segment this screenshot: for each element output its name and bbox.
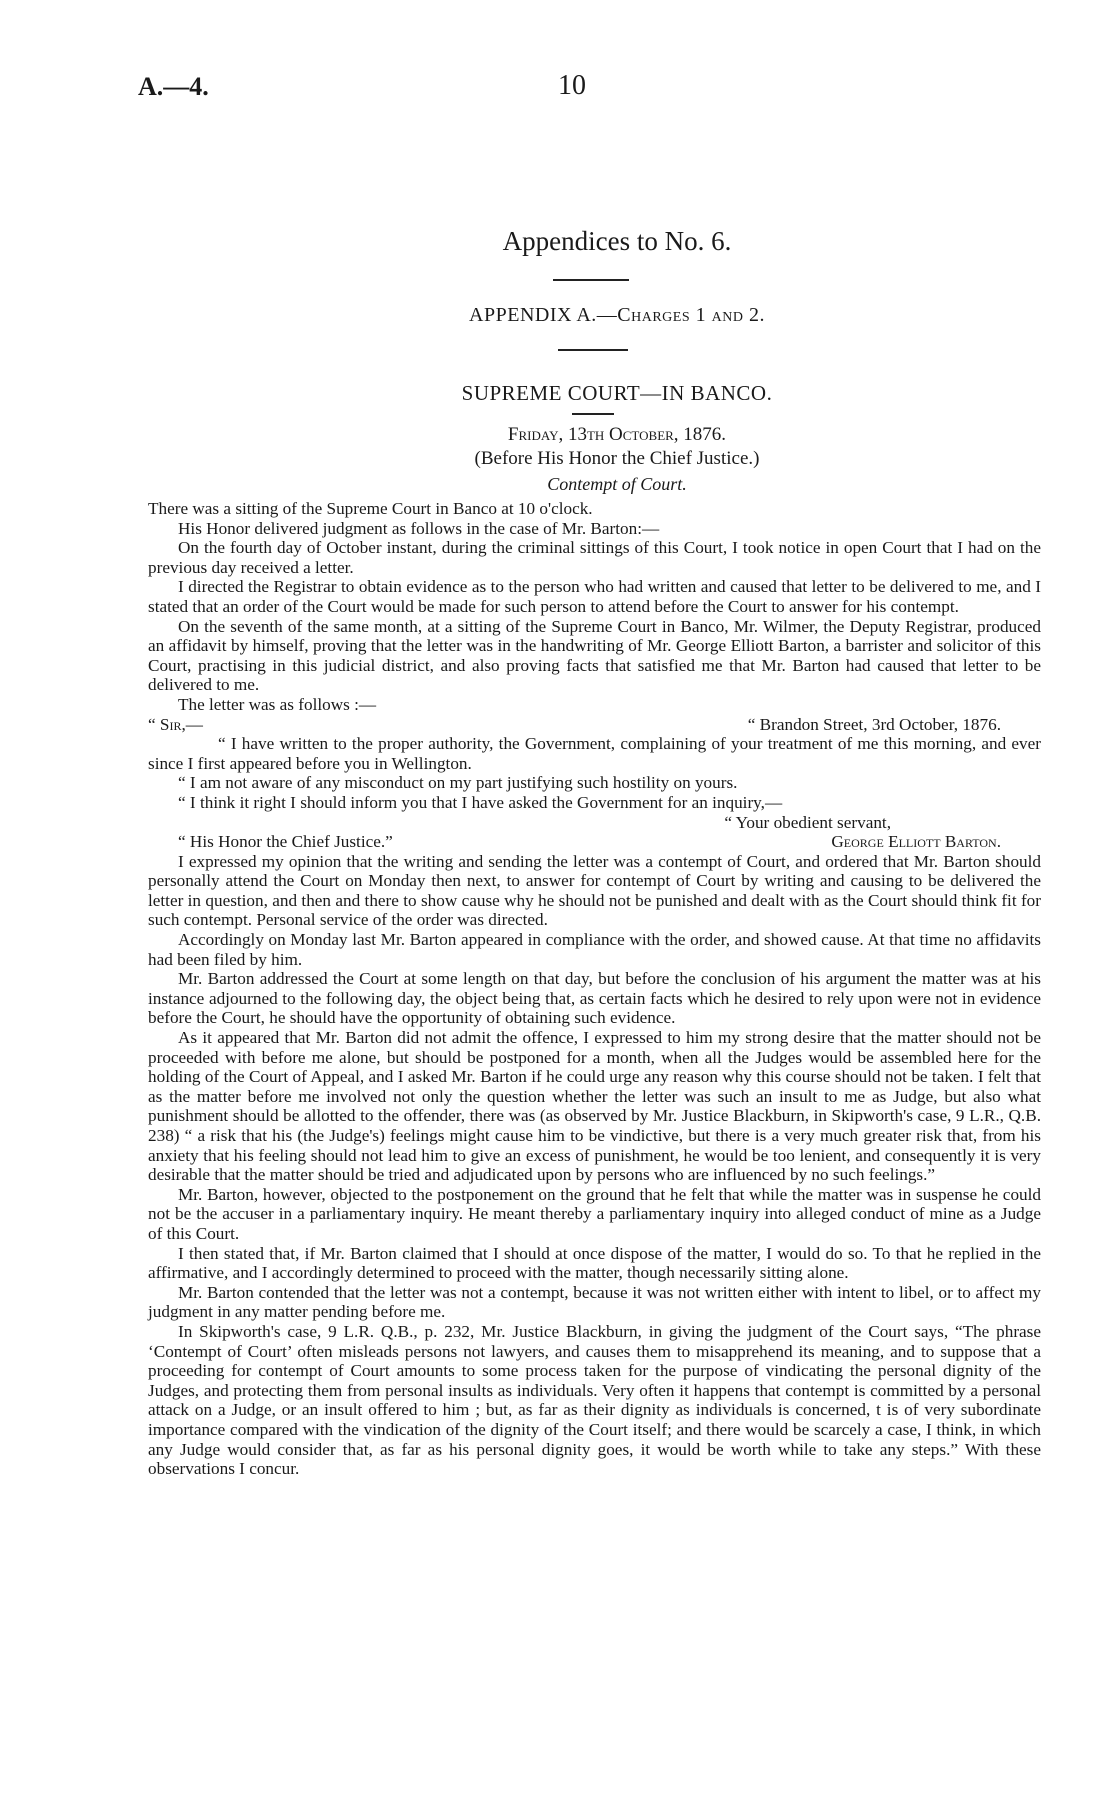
letter-salutation: “ Sir,—	[148, 714, 203, 734]
paragraph: I directed the Registrar to obtain evidence as to the person who had written and caused that letter to be delivered to me, and I stated that an order of the Court would be made for such person to attend before the Court to answer for his contempt.	[148, 577, 1041, 616]
sitting-date: Friday, 13th October, 1876.	[507, 424, 727, 445]
paragraph: In Skipworth's case, 9 L.R. Q.B., p. 232, Mr. Justice Blackburn, in giving the judgment of the Court says, “The phrase ‘Contempt of Court’ often misleads persons not lawyers, and causes them to misapprehend its meaning, and to suppose that a proceeding for contempt of Court amounts to some process taken for the purpose of vindicating the personal dignity of the Judges, and protecting them from personal insults as individuals. Very often it happens that contempt is committed by a personal attack on a Judge, or an insult offered to him ; but, as far as their dignity as individuals is concerned, t is of very subordinate importance compared with the vindication of the dignity of the Court itself; and there would be scarcely a case, I think, in which any Judge would consider that, as far as his personal dignity goes, it would be worth while to take any steps.” With these observations I concur.	[148, 1321, 1041, 1479]
paragraph: There was a sitting of the Supreme Court in Banco at 10 o'clock.	[148, 499, 593, 518]
letter-close: “ Your obedient servant,	[724, 812, 891, 832]
paragraph: I then stated that, if Mr. Barton claimed that I should at once dispose of the matter, I would do so. To that he replied in the affirmative, and I accordingly determined to proceed with the matter, though necessarily sitting alone.	[148, 1243, 1041, 1283]
divider-rule	[553, 279, 629, 281]
divider-rule	[558, 349, 628, 351]
paragraph: On the fourth day of October instant, during the criminal sittings of this Court, I took notice in open Court that I had on the previous day received a letter.	[148, 538, 1041, 577]
paragraph: Accordingly on Monday last Mr. Barton appeared in compliance with the order, and showed cause. At that time no affidavits had been filed by him.	[148, 930, 1041, 969]
paragraph: On the seventh of the same month, at a sitting of the Supreme Court in Banco, Mr. Wilmer, the Deputy Registrar, produced an affidavit by himself, proving that the letter was in the handwriting of Mr. George Elliott Barton, a barrister and solicitor of this Court, practising in this judicial district, and also proving facts that satisfied me that Mr. Barton had caused that letter to be delivered to me.	[148, 616, 1041, 695]
letter-signature: George Elliott Barton.	[831, 832, 1001, 852]
court-heading: SUPREME COURT—IN BANCO.	[461, 381, 773, 405]
paragraph: Mr. Barton addressed the Court at some length on that day, but before the conclusion of his argument the matter was at his instance adjourned to the following day, the object being that, as certain facts which he desired to rely upon were not in evidence before the Court, he should have the opportunity of obtaining such evidence.	[148, 969, 1041, 1028]
paragraph: I expressed my opinion that the writing and sending the letter was a contempt of Court, and ordered that Mr. Barton should personally attend the Court on Monday then next, to answer for contempt of Court by writing and causing to be delivered the letter in question, and then and there to show cause why he should not be punished and dealt with as the Court should think fit for such contempt. Personal service of the order was directed.	[148, 851, 1041, 930]
paragraph: Mr. Barton contended that the letter was not a contempt, because it was not written either with intent to libel, or to affect my judgment in any matter pending before me.	[148, 1282, 1041, 1322]
appendices-title: Appendices to No. 6.	[502, 226, 732, 256]
letter-header-row	[148, 715, 1041, 735]
letter-line: “ I have written to the proper authority, the Government, complaining of your treatment of me this morning, and ever since I first appeared before you in Wellington.	[148, 734, 1041, 773]
judgment-body	[148, 499, 1041, 1479]
paragraph: Mr. Barton, however, objected to the postponement on the ground that he felt that while the matter was in suspense he could not be the accuser in a parliamentary inquiry. He meant thereby a parliamentary inquiry into alleged conduct of mine as a Judge of this Court.	[148, 1184, 1041, 1243]
letter-addressee: “ His Honor the Chief Justice.”	[178, 832, 393, 852]
letter-line: “ I am not aware of any misconduct on my part justifying such hostility on yours.	[178, 773, 738, 793]
page-number: 10	[558, 70, 586, 101]
paragraph: As it appeared that Mr. Barton did not admit the offence, I expressed to him my strong desire that the matter should not be proceeded with before me alone, but should be postponed for a month, when all the Judges would be assembled here for the holding of the Court of Appeal, and I asked Mr. Barton if he could urge any reason why this course should not be taken. I felt that as the matter before me involved not only the question whether the letter was such an insult to me as Judge, but also what punishment should be allotted to the offender, there was (as observed by Mr. Justice Blackburn, in Skipworth's case, 9 L.R., Q.B. 238) “ a risk that his (the Judge's) feelings might cause him to be vindictive, but there is a very much greater risk that, from his anxiety that his feeling should not lead him to give an excess of punishment, he would be too lenient, and consequently it is very desirable that the matter should be tried and adjudicated upon by persons who are influenced by no such feelings.”	[148, 1028, 1041, 1185]
before-line: (Before His Honor the Chief Justice.)	[474, 448, 760, 469]
paragraph: The letter was as follows :—	[178, 694, 377, 714]
letter-address: “ Brandon Street, 3rd October, 1876.	[747, 714, 1001, 734]
subject-line: Contempt of Court.	[547, 474, 687, 494]
divider-rule	[572, 413, 614, 415]
appendix-a-heading: APPENDIX A.—Charges 1 and 2.	[469, 304, 765, 326]
paragraph: His Honor delivered judgment as follows in the case of Mr. Barton:—	[178, 518, 660, 538]
letter-footer-row	[148, 832, 1041, 852]
letter-line: “ I think it right I should inform you that I have asked the Government for an inquiry,—	[178, 792, 783, 812]
document-reference: A.—4.	[138, 72, 209, 101]
